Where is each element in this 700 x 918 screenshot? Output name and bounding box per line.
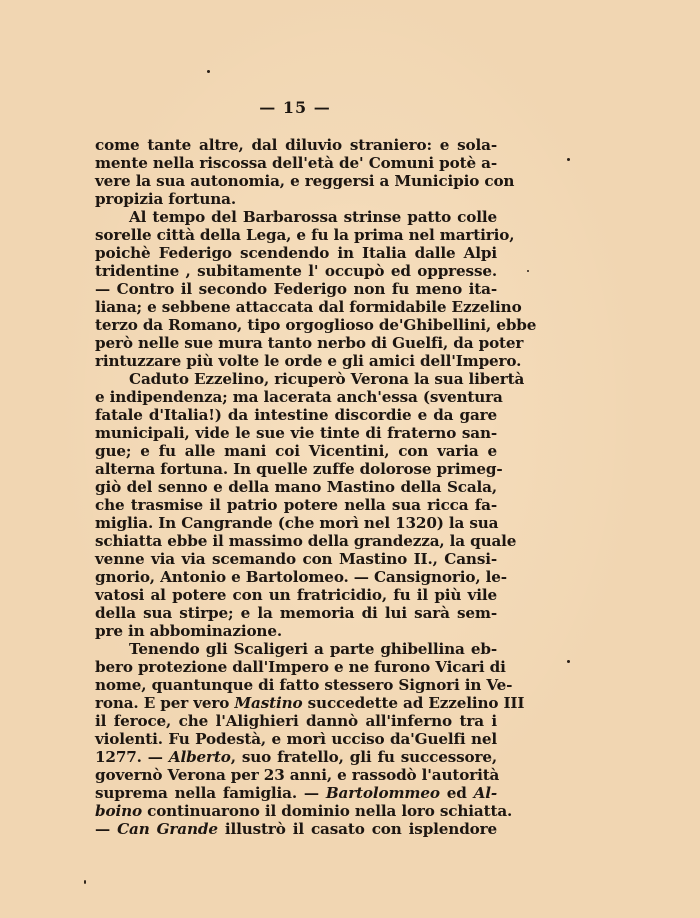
- ink-speck: [567, 158, 570, 161]
- ink-speck: [84, 880, 86, 884]
- text-line: terzo da Romano, tipo orgoglioso de'Ghibellini, ebbe: [95, 316, 537, 334]
- text-line: gue; e fu alle mani coi Vicentini, con varia e: [95, 442, 497, 460]
- text-line: mente nella riscossa dell'età de' Comuni potè a-: [95, 154, 497, 172]
- text-line: il feroce, che l'Alighieri dannò all'inferno tra i: [95, 712, 497, 730]
- text-line: fatale d'Italia!) da intestine discordie e da gare: [95, 406, 497, 424]
- ink-speck: [567, 660, 570, 663]
- text-line: violenti. Fu Podestà, e morì ucciso da'Guelfi nel: [95, 730, 497, 748]
- text-line: governò Verona per 23 anni, e rassodò l'autorità: [95, 766, 500, 784]
- text-line: Caduto Ezzelino, ricuperò Verona la sua libertà: [129, 370, 525, 388]
- page-number: — 15 —: [259, 98, 331, 117]
- text-line: municipali, vide le sue vie tinte di fraterno san-: [95, 424, 497, 442]
- text-line: 1277. — Alberto, suo fratello, gli fu successore,: [95, 748, 497, 766]
- text-line: rintuzzare più volte le orde e gli amici dell'Impero.: [95, 352, 522, 370]
- text-line: vere la sua autonomia, e reggersi a Municipio con: [95, 172, 515, 190]
- text-line: però nelle sue mura tanto nerbo di Guelfi, da poter: [95, 334, 524, 352]
- text-line: propizia fortuna.: [95, 190, 237, 208]
- text-line: poichè Federigo scendendo in Italia dalle Alpi: [95, 244, 497, 262]
- text-line: come tante altre, dal diluvio straniero: e sola-: [95, 136, 497, 154]
- text-line: miglia. In Cangrande (che morì nel 1320) la sua: [95, 514, 499, 532]
- text-line: della sua stirpe; e la memoria di lui sarà sem-: [95, 604, 497, 622]
- text-line: tridentine , subitamente l' occupò ed oppresse.: [95, 262, 497, 280]
- text-line: nome, quantunque di fatto stessero Signori in Ve-: [95, 676, 513, 694]
- text-line: rona. E per vero Mastino succedette ad Ezzelino III: [95, 694, 525, 712]
- text-line: alterna fortuna. In quelle zuffe dolorose primeg-: [95, 460, 503, 478]
- text-line: vatosi al potere con un fratricidio, fu il più vile: [95, 586, 497, 604]
- text-line: che trasmise il patrio potere nella sua ricca fa-: [95, 496, 497, 514]
- body-text: [95, 136, 537, 838]
- text-line: boino continuarono il dominio nella loro schiatta.: [95, 802, 513, 820]
- text-line: Al tempo del Barbarossa strinse patto colle: [129, 208, 497, 226]
- text-line: Tenendo gli Scaligeri a parte ghibellina eb-: [129, 640, 497, 658]
- text-line: — Contro il secondo Federigo non fu meno ita-: [95, 280, 497, 298]
- text-line: gnorio, Antonio e Bartolomeo. — Cansignorio, le-: [95, 568, 507, 586]
- text-line: liana; e sebbene attaccata dal formidabile Ezzelino: [95, 298, 522, 316]
- text-line: schiatta ebbe il massimo della grandezza, la quale: [95, 532, 517, 550]
- text-line: venne via via scemando con Mastino II., Cansi-: [95, 550, 497, 568]
- ink-speck: [527, 270, 529, 272]
- text-line: giò del senno e della mano Mastino della Scala,: [95, 478, 497, 496]
- text-line: e indipendenza; ma lacerata anch'essa (sventura: [95, 388, 503, 406]
- text-line: sorelle città della Lega, e fu la prima nel martirio,: [95, 226, 515, 244]
- ink-speck: [207, 70, 210, 73]
- text-line: pre in abbominazione.: [95, 622, 282, 640]
- text-line: bero protezione dall'Impero e ne furono Vicari di: [95, 658, 506, 676]
- text-line: — Can Grande illustrò il casato con isplendore: [95, 820, 498, 838]
- text-line: suprema nella famiglia. — Bartolommeo ed Al-: [95, 784, 498, 802]
